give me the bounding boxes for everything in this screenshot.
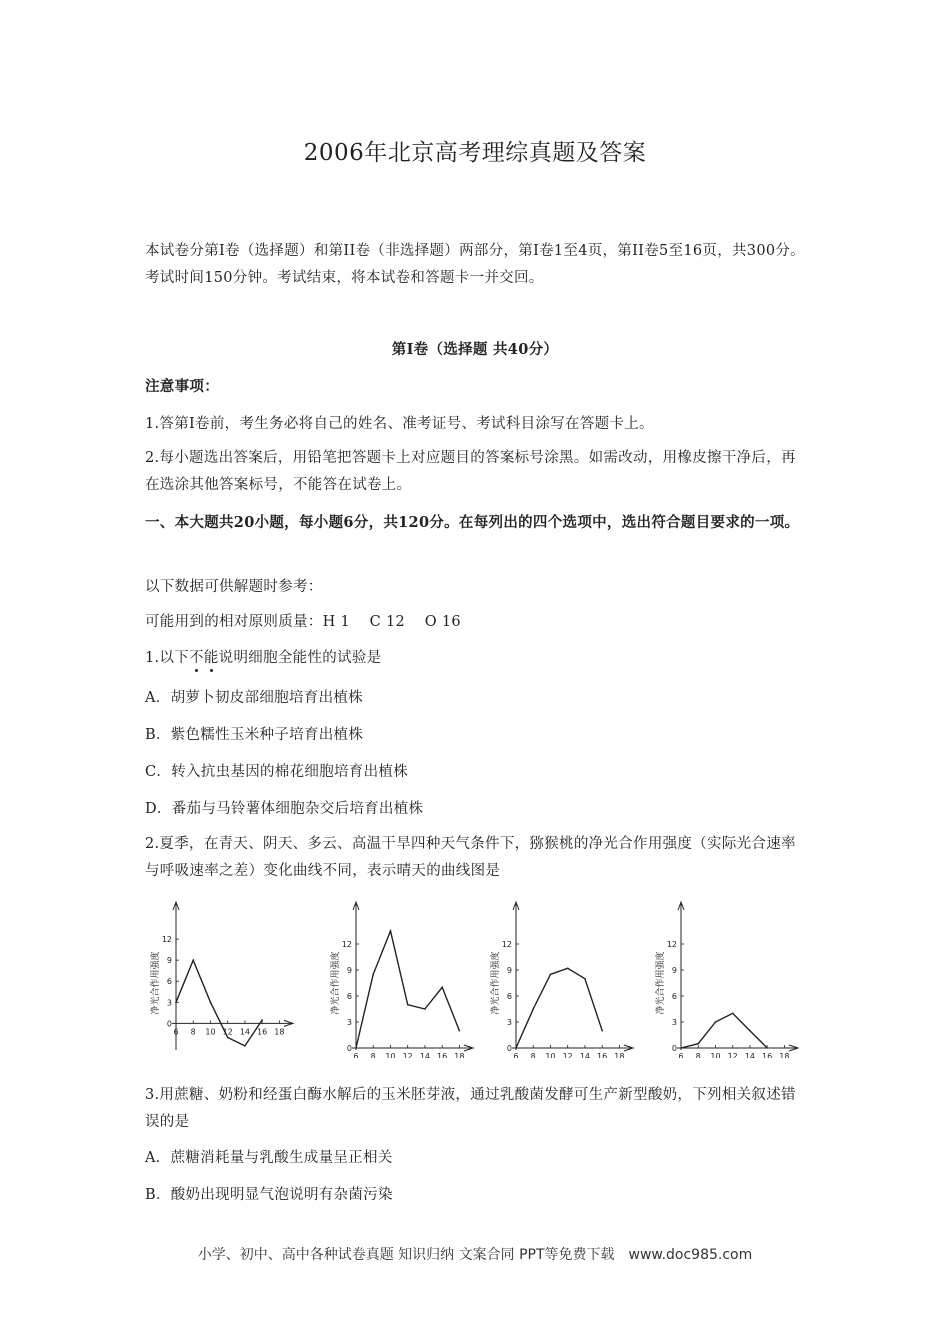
y-tick-label: 3 bbox=[166, 998, 172, 1008]
data-point bbox=[244, 1045, 246, 1047]
y-tick-label: 12 bbox=[666, 940, 677, 949]
question-3-stem: 3.用蔗糖、奶粉和经蛋白酶水解后的玉米胚芽液，通过乳酸菌发酵可生产新型酸奶，下列相关叙述错误的是 bbox=[145, 1087, 796, 1130]
x-tick-label: 6 bbox=[513, 1052, 519, 1058]
y-tick-label: 9 bbox=[166, 956, 172, 966]
y-tick-label: 9 bbox=[506, 966, 512, 975]
x-tick-label: 6 bbox=[173, 1027, 179, 1037]
x-tick-label: 8 bbox=[190, 1027, 196, 1037]
q1-emphasis-2: 能 bbox=[203, 650, 219, 666]
q2-chart-2 bbox=[320, 898, 480, 1058]
section-title: 第I卷（选择题 共40分） bbox=[391, 341, 559, 358]
x-tick-label: 8 bbox=[695, 1052, 701, 1058]
y-tick-label: 6 bbox=[671, 992, 677, 1001]
data-line bbox=[681, 1013, 767, 1048]
x-tick-label: 16 bbox=[257, 1027, 268, 1037]
y-tick-label: 9 bbox=[671, 966, 677, 975]
x-tick-label: 18 bbox=[454, 1052, 465, 1058]
q2-chart-3 bbox=[480, 898, 640, 1058]
q1-option-b: B．紫色糯性玉米种子培育出植株 bbox=[145, 727, 364, 743]
q2-chart-group bbox=[140, 898, 800, 1058]
x-tick-label: 14 bbox=[744, 1052, 756, 1058]
x-tick-label: 10 bbox=[385, 1052, 396, 1058]
q1-option-a: A．胡萝卜韧皮部细胞培育出植株 bbox=[145, 690, 363, 706]
x-tick-label: 8 bbox=[530, 1052, 536, 1058]
q2-chart-4-svg bbox=[645, 898, 805, 1058]
y-tick-label: 12 bbox=[161, 935, 172, 945]
x-tick-label: 18 bbox=[779, 1052, 790, 1058]
y-tick-label: 3 bbox=[346, 1018, 352, 1027]
notice-heading: 注意事项： bbox=[145, 378, 219, 395]
q1-emphasis-1: 不 bbox=[189, 650, 204, 666]
x-tick-label: 12 bbox=[727, 1052, 738, 1058]
q3-option-a: A．蔗糖消耗量与乳酸生成量呈正相关 bbox=[145, 1150, 393, 1166]
y-tick-label: 6 bbox=[346, 992, 352, 1001]
q2-chart-1-svg bbox=[140, 898, 300, 1058]
data-point bbox=[715, 1021, 717, 1023]
notice-item-1: 1.答第I卷前，考生务必将自己的姓名、准考证号、考试科目涂写在答题卡上。 bbox=[145, 416, 654, 432]
x-tick-label: 18 bbox=[614, 1052, 625, 1058]
data-point bbox=[407, 1004, 409, 1006]
data-point bbox=[532, 1008, 534, 1010]
q1-stem-before: 1.以下 bbox=[145, 650, 190, 666]
reference-note: 以下数据可供解题时参考： bbox=[145, 579, 323, 595]
data-point bbox=[697, 1043, 699, 1045]
data-point bbox=[680, 1047, 682, 1049]
y-tick-label: 0 bbox=[671, 1044, 677, 1053]
data-point bbox=[550, 974, 552, 976]
data-point bbox=[601, 1030, 603, 1032]
question-2-stem: 2.夏季，在青天、阴天、多云、高温干旱四种天气条件下，猕猴桃的净光合作用强度（实际光合速率与呼吸速率之差）变化曲线不同，表示晴天的曲线图是 bbox=[145, 836, 796, 879]
data-point bbox=[390, 930, 392, 932]
data-line bbox=[356, 931, 459, 1048]
q2-chart-3-svg bbox=[480, 898, 640, 1058]
y-axis-label: 净光合作用强度 bbox=[331, 951, 341, 1015]
x-tick-label: 10 bbox=[710, 1052, 721, 1058]
data-line bbox=[516, 968, 602, 1048]
x-tick-label: 14 bbox=[579, 1052, 591, 1058]
x-tick-label: 16 bbox=[437, 1052, 448, 1058]
x-tick-label: 6 bbox=[678, 1052, 684, 1058]
data-point bbox=[227, 1037, 229, 1039]
data-point bbox=[584, 978, 586, 980]
data-point bbox=[192, 959, 194, 961]
y-tick-label: 6 bbox=[166, 977, 172, 987]
x-tick-label: 12 bbox=[562, 1052, 573, 1058]
x-tick-label: 12 bbox=[222, 1027, 233, 1037]
q1-stem-after: 说明细胞全能性的试验是 bbox=[218, 650, 382, 666]
notice-item-2: 2.每小题选出答案后，用铅笔把答题卡上对应题目的答案标号涂黑。如需改动，用橡皮擦干净后，再在选涂其他答案标号，不能答在试卷上。 bbox=[145, 450, 796, 493]
y-tick-label: 12 bbox=[501, 940, 512, 949]
footer-text: 小学、初中、高中各种试卷真题 知识归纳 文案合同 PPT等免费下载 www.doc985.com bbox=[197, 1247, 753, 1263]
part1-heading: 一、本大题共20小题，每小题6分，共120分。在每列出的四个选项中，选出符合题目要求的一项。 bbox=[145, 514, 800, 531]
x-tick-label: 10 bbox=[545, 1052, 556, 1058]
intro-paragraph: 本试卷分第I卷（选择题）和第II卷（非选择题）两部分，第I卷1至4页，第II卷5至16页，共300分。考试时间150分钟。考试结束，将本试卷和答题卡一并交回。 bbox=[145, 243, 805, 286]
x-tick-label: 12 bbox=[402, 1052, 413, 1058]
data-point bbox=[355, 1047, 357, 1049]
y-tick-label: 6 bbox=[506, 992, 512, 1001]
y-axis-label: 净光合作用强度 bbox=[151, 951, 161, 1015]
q3-option-b: B．酸奶出现明显气泡说明有杂菌污染 bbox=[145, 1187, 393, 1203]
x-tick-label: 10 bbox=[205, 1027, 216, 1037]
y-axis-label: 净光合作用强度 bbox=[656, 951, 666, 1015]
data-point bbox=[424, 1008, 426, 1010]
x-tick-label: 14 bbox=[419, 1052, 431, 1058]
q1-option-c: C．转入抗虫基因的棉花细胞培育出植株 bbox=[145, 764, 408, 780]
y-tick-label: 0 bbox=[506, 1044, 512, 1053]
y-tick-label: 12 bbox=[341, 940, 352, 949]
q2-chart-4 bbox=[645, 898, 805, 1058]
y-tick-label: 0 bbox=[166, 1019, 172, 1029]
y-tick-label: 0 bbox=[346, 1044, 352, 1053]
atomic-masses: 可能用到的相对原则质量：H 1 C 12 O 16 bbox=[145, 614, 461, 630]
data-point bbox=[515, 1047, 517, 1049]
data-point bbox=[372, 974, 374, 976]
data-point bbox=[766, 1047, 768, 1049]
q2-chart-1 bbox=[140, 898, 300, 1058]
q2-chart-2-svg bbox=[320, 898, 480, 1058]
q1-option-d: D．番茄与马铃薯体细胞杂交后培育出植株 bbox=[145, 801, 424, 817]
data-point bbox=[732, 1013, 734, 1015]
data-point bbox=[459, 1030, 461, 1032]
y-axis-label: 净光合作用强度 bbox=[491, 951, 501, 1015]
data-point bbox=[749, 1030, 751, 1032]
data-point bbox=[441, 987, 443, 989]
y-tick-label: 3 bbox=[506, 1018, 512, 1027]
data-point bbox=[210, 1002, 212, 1004]
data-point bbox=[261, 1019, 263, 1021]
y-tick-label: 9 bbox=[346, 966, 352, 975]
x-tick-label: 16 bbox=[597, 1052, 608, 1058]
document-title: 2006年北京高考理综真题及答案 bbox=[303, 140, 647, 166]
x-tick-label: 14 bbox=[239, 1027, 251, 1037]
x-tick-label: 18 bbox=[274, 1027, 285, 1037]
data-point bbox=[567, 967, 569, 969]
x-tick-label: 6 bbox=[353, 1052, 359, 1058]
x-tick-label: 8 bbox=[370, 1052, 376, 1058]
question-1-stem bbox=[145, 648, 381, 668]
y-tick-label: 3 bbox=[671, 1018, 677, 1027]
x-tick-label: 16 bbox=[762, 1052, 773, 1058]
data-point bbox=[175, 1002, 177, 1004]
